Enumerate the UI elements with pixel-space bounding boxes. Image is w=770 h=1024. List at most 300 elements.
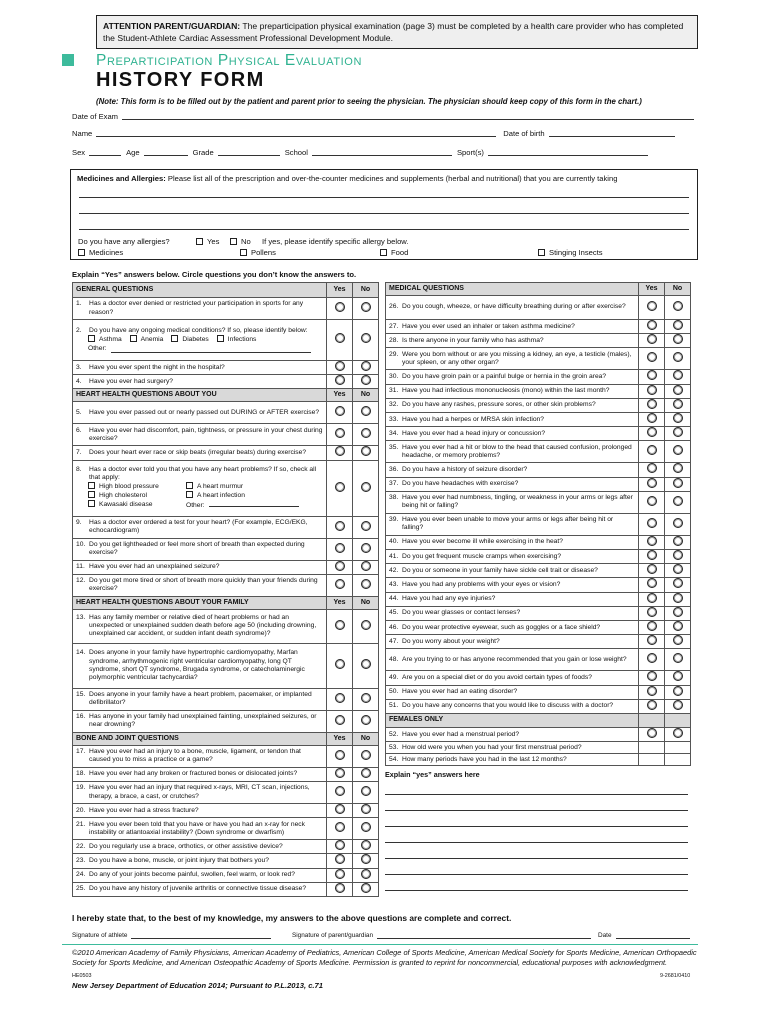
no-answer-cell <box>353 460 379 516</box>
yes-radio[interactable] <box>647 413 657 423</box>
yes-answer-cell <box>639 398 665 412</box>
no-radio[interactable] <box>673 536 683 546</box>
yes-radio[interactable] <box>647 445 657 455</box>
condition-option[interactable] <box>217 335 257 344</box>
question-text-wrap <box>76 364 323 372</box>
no-radio[interactable] <box>673 496 683 506</box>
no-radio[interactable] <box>673 463 683 473</box>
no-radio[interactable] <box>673 621 683 631</box>
no-answer-cell <box>665 491 691 513</box>
yes-radio[interactable] <box>647 496 657 506</box>
question-cell <box>73 361 327 375</box>
yes-radio[interactable] <box>335 768 345 778</box>
yes-radio[interactable] <box>335 543 345 553</box>
yes-radio[interactable] <box>335 715 345 725</box>
yes-radio[interactable] <box>335 620 345 630</box>
question-number: 34. <box>389 429 399 437</box>
no-radio[interactable] <box>673 445 683 455</box>
yes-radio[interactable] <box>335 561 345 571</box>
allergy-stinging-insects[interactable] <box>538 248 603 257</box>
no-radio[interactable] <box>673 593 683 603</box>
yes-radio[interactable] <box>335 579 345 589</box>
question-cell <box>386 477 639 491</box>
no-radio[interactable] <box>673 413 683 423</box>
question-text: Have you ever become ill while exercising in the heat? <box>402 538 563 546</box>
yes-answer-cell <box>327 854 353 868</box>
explain-line-6[interactable] <box>385 874 688 875</box>
section-header: MEDICAL QUESTIONS <box>386 283 639 296</box>
question-number: 30. <box>389 372 399 380</box>
condition-option[interactable] <box>88 335 122 344</box>
condition-option-label: Diabetes <box>182 336 209 344</box>
condition-option[interactable] <box>171 335 208 344</box>
question-cell <box>386 606 639 620</box>
allergy-medicines[interactable] <box>78 248 123 257</box>
medicines-label: Medicines and Allergies: <box>77 174 166 183</box>
yes-radio[interactable] <box>647 352 657 362</box>
question-row <box>386 550 691 564</box>
heart-problem-option[interactable] <box>88 491 186 500</box>
question-text-wrap <box>76 857 323 865</box>
no-answer-cell <box>353 767 379 781</box>
name-row <box>72 129 680 138</box>
no-answer-cell <box>665 427 691 441</box>
other-condition-field[interactable] <box>76 345 323 353</box>
question-row <box>73 643 379 688</box>
question-text: Have you ever had an unexplained seizure? <box>89 563 220 571</box>
no-radio[interactable] <box>673 518 683 528</box>
yes-radio[interactable] <box>335 786 345 796</box>
question-number: 26. <box>389 303 399 311</box>
question-text: Do you get lightheaded or feel more short of breath than expected during exercise? <box>89 540 305 557</box>
yes-answer-cell <box>639 592 665 606</box>
no-answer-cell <box>353 574 379 596</box>
question-cell <box>386 384 639 398</box>
parent-signature[interactable] <box>292 932 591 939</box>
no-answer-cell <box>353 643 379 688</box>
yes-radio[interactable] <box>647 399 657 409</box>
yes-radio[interactable] <box>647 518 657 528</box>
yes-radio[interactable] <box>335 750 345 760</box>
question-number: 40. <box>389 538 399 546</box>
yes-radio[interactable] <box>647 334 657 344</box>
question-number: 39. <box>389 516 399 524</box>
no-radio[interactable] <box>673 728 683 738</box>
condition-option-label: Asthma <box>99 336 122 344</box>
question-cell <box>386 649 639 671</box>
question-text-wrap <box>76 427 323 443</box>
sports-field[interactable] <box>488 148 648 156</box>
form-code-left: HE0503 <box>72 973 92 979</box>
yes-answer-cell <box>327 560 353 574</box>
no-radio[interactable] <box>673 607 683 617</box>
yes-radio[interactable] <box>647 385 657 395</box>
no-radio[interactable] <box>361 579 371 589</box>
question-number: 21. <box>76 820 86 828</box>
question-row <box>386 348 691 370</box>
yes-radio[interactable] <box>335 693 345 703</box>
yes-radio[interactable] <box>335 659 345 669</box>
question-number: 8. <box>76 465 82 473</box>
condition-option-label: Infections <box>227 336 257 344</box>
question-number: 33. <box>389 415 399 423</box>
no-answer-cell <box>665 671 691 685</box>
question-text-wrap <box>76 885 323 893</box>
school-field[interactable] <box>312 148 452 156</box>
yes-answer-cell <box>327 402 353 424</box>
no-radio[interactable] <box>361 822 371 832</box>
no-radio[interactable] <box>673 578 683 588</box>
yes-radio[interactable] <box>335 482 345 492</box>
yes-radio[interactable] <box>335 521 345 531</box>
condition-option-label: Anemia <box>140 336 164 344</box>
question-number: 17. <box>76 748 86 756</box>
explain-line-4[interactable] <box>385 842 688 843</box>
heart-problem-option[interactable] <box>88 482 186 491</box>
no-answer-cell <box>353 818 379 840</box>
explain-line-7[interactable] <box>385 890 688 891</box>
heart-problem-option[interactable] <box>186 491 316 500</box>
yes-answer-cell <box>639 334 665 348</box>
question-text-wrap <box>76 770 323 778</box>
athlete-signature-line <box>131 932 271 939</box>
explain-line-5[interactable] <box>385 858 688 859</box>
question-cell <box>73 460 327 516</box>
question-row <box>386 427 691 441</box>
no-answer-cell <box>353 516 379 538</box>
heart-problem-option[interactable] <box>186 500 316 510</box>
no-radio[interactable] <box>673 478 683 488</box>
question-row <box>386 370 691 384</box>
question-cell <box>73 868 327 882</box>
question-text-wrap <box>389 416 635 424</box>
name-field[interactable] <box>96 129 496 137</box>
no-radio[interactable] <box>361 561 371 571</box>
explain-line-3[interactable] <box>385 826 688 827</box>
question-cell <box>386 348 639 370</box>
yes-answer-cell <box>327 745 353 767</box>
title-square-icon <box>62 54 74 66</box>
section-header-row <box>73 283 379 298</box>
no-radio[interactable] <box>361 883 371 893</box>
question-text: Do you have a bone, muscle, or joint injury that bothers you? <box>89 856 269 864</box>
no-radio[interactable] <box>361 693 371 703</box>
sex-field[interactable] <box>89 148 121 156</box>
yes-radio[interactable] <box>335 804 345 814</box>
checkbox-icon <box>88 491 95 498</box>
yes-radio[interactable] <box>335 375 345 385</box>
question-cell <box>73 516 327 538</box>
yes-radio[interactable] <box>647 478 657 488</box>
no-radio[interactable] <box>361 406 371 416</box>
question-cell <box>73 446 327 460</box>
heart-problem-option[interactable] <box>88 500 186 510</box>
question-number: 1. <box>76 300 82 308</box>
no-radio[interactable] <box>673 399 683 409</box>
question-row <box>386 606 691 620</box>
certification-statement: I hereby state that, to the best of my knowledge, my answers to the above questions are complete and correct. <box>72 913 512 923</box>
question-number: 24. <box>76 871 86 879</box>
yes-radio[interactable] <box>647 564 657 574</box>
no-radio[interactable] <box>673 653 683 663</box>
question-row <box>386 728 691 742</box>
yes-radio[interactable] <box>647 536 657 546</box>
yes-radio[interactable] <box>647 593 657 603</box>
sports-label: Sport(s) <box>456 148 484 157</box>
yes-answer-cell <box>327 574 353 596</box>
right-question-table <box>385 282 691 766</box>
no-answer-cell <box>665 606 691 620</box>
question-text: Have you ever had surgery? <box>89 377 174 385</box>
yes-answer-cell <box>327 643 353 688</box>
no-radio[interactable] <box>673 320 683 330</box>
allergy-yes-label: Yes <box>207 237 220 246</box>
question-row <box>73 710 379 732</box>
no-answer-cell <box>353 375 379 389</box>
no-radio[interactable] <box>673 334 683 344</box>
yes-radio[interactable] <box>647 427 657 437</box>
question-text: Have you had a herpes or MRSA skin infection? <box>402 415 545 423</box>
question-row <box>386 649 691 671</box>
age-field[interactable] <box>144 148 188 156</box>
yes-radio[interactable] <box>647 370 657 380</box>
no-answer-cell <box>665 621 691 635</box>
yes-radio[interactable] <box>335 854 345 864</box>
no-radio[interactable] <box>361 620 371 630</box>
question-text-wrap <box>389 401 635 409</box>
section-header: HEART HEALTH QUESTIONS ABOUT YOUR FAMILY <box>73 596 327 609</box>
yes-answer-cell <box>639 742 665 754</box>
allergy-no[interactable] <box>230 237 251 246</box>
question-text-wrap <box>76 541 323 557</box>
no-radio[interactable] <box>673 671 683 681</box>
no-radio[interactable] <box>361 659 371 669</box>
allergy-pollens[interactable] <box>240 248 276 257</box>
section-header-row <box>386 283 691 296</box>
no-answer-cell <box>665 728 691 742</box>
no-radio[interactable] <box>673 385 683 395</box>
signature-date-label: Date <box>598 932 612 939</box>
yes-radio[interactable] <box>335 822 345 832</box>
no-radio[interactable] <box>361 482 371 492</box>
no-radio[interactable] <box>673 370 683 380</box>
yes-answer-cell <box>327 516 353 538</box>
allergy-yes[interactable] <box>196 237 219 246</box>
no-radio[interactable] <box>361 840 371 850</box>
no-radio[interactable] <box>673 635 683 645</box>
question-text: Do you have groin pain or a painful bulge or hernia in the groin area? <box>402 372 607 380</box>
athlete-signature[interactable] <box>72 932 271 939</box>
question-cell <box>73 767 327 781</box>
yes-radio[interactable] <box>647 550 657 560</box>
grade-label: Grade <box>192 148 214 157</box>
yes-radio[interactable] <box>647 607 657 617</box>
condition-option[interactable] <box>130 335 164 344</box>
explain-line-2[interactable] <box>385 810 688 811</box>
no-radio[interactable] <box>361 375 371 385</box>
question-number: 19. <box>76 784 86 792</box>
yes-answer-cell <box>639 606 665 620</box>
yes-radio[interactable] <box>647 635 657 645</box>
grade-field[interactable] <box>218 148 280 156</box>
yes-radio[interactable] <box>647 700 657 710</box>
no-radio[interactable] <box>361 715 371 725</box>
yes-radio[interactable] <box>647 463 657 473</box>
yes-radio[interactable] <box>335 428 345 438</box>
checkbox-icon <box>88 482 95 489</box>
question-number: 23. <box>76 856 86 864</box>
question-text: Have you had any eye injuries? <box>402 595 496 603</box>
no-radio[interactable] <box>673 550 683 560</box>
date-of-exam-field[interactable] <box>122 112 694 120</box>
no-answer-cell <box>665 742 691 754</box>
yes-answer-cell <box>639 578 665 592</box>
question-number: 14. <box>76 649 86 657</box>
section-header-row <box>73 596 379 609</box>
allergy-identify: If yes, please identify specific allergy below. <box>262 237 409 246</box>
question-row <box>386 699 691 713</box>
yes-radio[interactable] <box>647 728 657 738</box>
allergy-food[interactable] <box>380 248 408 257</box>
question-text-wrap <box>389 688 635 696</box>
explain-line-1[interactable] <box>385 794 688 795</box>
allergy-food-label: Food <box>391 248 409 257</box>
no-answer-cell <box>353 782 379 804</box>
question-text: Are you trying to or has anyone recommended that you gain or lose weight? <box>402 655 627 663</box>
question-cell <box>386 413 639 427</box>
yes-radio[interactable] <box>647 671 657 681</box>
question-cell <box>73 609 327 643</box>
question-text-wrap <box>389 466 635 474</box>
question-row <box>73 767 379 781</box>
question-row <box>386 635 691 649</box>
heart-problem-options <box>76 491 323 500</box>
explain-yes-label: Explain “yes” answers here <box>385 770 480 779</box>
question-text-wrap <box>76 327 323 335</box>
no-radio[interactable] <box>361 446 371 456</box>
question-text-wrap <box>76 614 323 639</box>
yes-radio[interactable] <box>335 446 345 456</box>
question-row <box>386 578 691 592</box>
question-row <box>386 413 691 427</box>
no-radio[interactable] <box>361 333 371 343</box>
no-radio[interactable] <box>673 700 683 710</box>
no-radio[interactable] <box>361 750 371 760</box>
no-radio[interactable] <box>361 302 371 312</box>
allergy-medicines-label: Medicines <box>89 248 124 257</box>
yes-radio[interactable] <box>647 301 657 311</box>
yes-radio[interactable] <box>647 578 657 588</box>
question-text-wrap <box>76 821 323 837</box>
no-radio[interactable] <box>673 686 683 696</box>
no-radio[interactable] <box>361 543 371 553</box>
yes-radio[interactable] <box>335 302 345 312</box>
no-radio[interactable] <box>361 768 371 778</box>
question-text-wrap <box>389 656 635 664</box>
question-cell <box>73 375 327 389</box>
no-answer-cell <box>665 296 691 320</box>
yes-answer-cell <box>327 609 353 643</box>
yes-radio[interactable] <box>647 320 657 330</box>
no-radio[interactable] <box>361 786 371 796</box>
question-row <box>73 818 379 840</box>
no-radio[interactable] <box>361 361 371 371</box>
yes-radio[interactable] <box>647 621 657 631</box>
no-radio[interactable] <box>673 301 683 311</box>
question-text: Do you worry about your weight? <box>402 637 500 645</box>
no-radio[interactable] <box>361 854 371 864</box>
date-of-birth-field[interactable] <box>549 129 675 137</box>
heart-problem-option-label: High blood pressure <box>99 483 159 490</box>
no-radio[interactable] <box>361 428 371 438</box>
yes-header: Yes <box>327 732 353 745</box>
checkbox-icon <box>196 238 203 245</box>
question-row <box>73 375 379 389</box>
footer-rule <box>62 944 698 945</box>
explain-instruction: Explain “Yes” answers below. Circle questions you don’t know the answers to. <box>72 270 357 279</box>
medicines-line-2[interactable] <box>79 213 689 214</box>
signature-date[interactable] <box>598 932 690 939</box>
no-answer-cell <box>353 298 379 320</box>
heart-problem-option[interactable] <box>186 482 316 491</box>
no-radio[interactable] <box>361 521 371 531</box>
no-radio[interactable] <box>673 352 683 362</box>
question-cell <box>73 854 327 868</box>
yes-radio[interactable] <box>335 361 345 371</box>
question-text: Has anyone in your family had unexplained fainting, unexplained seizures, or near drowning? <box>89 713 317 729</box>
yes-answer-cell <box>327 767 353 781</box>
question-text-wrap <box>76 784 323 800</box>
question-text: Have you ever used an inhaler or taken asthma medicine? <box>402 322 575 330</box>
question-cell <box>386 441 639 463</box>
no-answer-cell <box>665 398 691 412</box>
heart-problem-option-label: A heart infection <box>197 492 245 500</box>
no-radio[interactable] <box>673 427 683 437</box>
yes-radio[interactable] <box>335 333 345 343</box>
yes-radio[interactable] <box>335 840 345 850</box>
yes-radio[interactable] <box>335 406 345 416</box>
no-answer-cell <box>665 370 691 384</box>
question-text-wrap <box>389 624 635 632</box>
yes-radio[interactable] <box>647 653 657 663</box>
question-text: Do you get more tired or short of breath more quickly than your friends during exercise? <box>89 577 318 593</box>
no-answer-cell <box>665 535 691 549</box>
question-row <box>73 516 379 538</box>
question-text-wrap <box>389 553 635 561</box>
yes-radio[interactable] <box>335 869 345 879</box>
question-number: 31. <box>389 387 399 395</box>
question-row <box>73 882 379 896</box>
question-cell <box>386 513 639 535</box>
yes-radio[interactable] <box>647 686 657 696</box>
yes-answer-cell <box>639 671 665 685</box>
no-radio[interactable] <box>673 564 683 574</box>
yes-radio[interactable] <box>335 883 345 893</box>
question-text-wrap <box>76 649 323 682</box>
yes-answer-cell <box>639 370 665 384</box>
question-cell <box>73 818 327 840</box>
question-text: Does anyone in your family have a heart problem, pacemaker, or implanted defibrillator? <box>89 691 312 707</box>
no-radio[interactable] <box>361 869 371 879</box>
medicines-line-1[interactable] <box>79 197 689 198</box>
question-cell <box>73 804 327 818</box>
no-answer-cell <box>665 685 691 699</box>
section-header-row <box>386 714 691 728</box>
no-answer-cell <box>353 424 379 446</box>
yes-header: Yes <box>327 389 353 402</box>
medicines-line-3[interactable] <box>79 229 689 230</box>
no-radio[interactable] <box>361 804 371 814</box>
